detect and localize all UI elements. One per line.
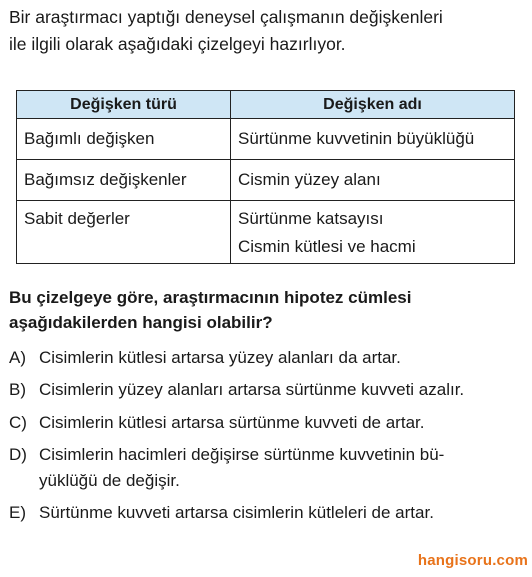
option-d[interactable] [9, 442, 521, 494]
brand-name: hangisoru [417, 552, 493, 569]
header-variable-type: Değişken türü [17, 91, 231, 119]
option-c[interactable] [9, 410, 521, 436]
option-text-line-1: Cisimlerin hacimleri değişirse sürtünme kuvvetinin bü- [39, 445, 445, 464]
cell-name [231, 201, 515, 264]
cell-name: Cismin yüzey alanı [231, 160, 515, 201]
brand-watermark [418, 552, 528, 569]
variable-table [16, 90, 515, 264]
option-letter: C) [9, 413, 27, 432]
question-line-1: Bu çizelgeye göre, araştırmacının hipotez cümlesi [9, 288, 412, 307]
option-text: Cisimlerin yüzey alanları artarsa sürtünme kuvveti azalır. [39, 380, 465, 399]
option-text-line-2: yüklüğü de değişir. [39, 471, 180, 490]
cell-name-line: Cismin kütlesi ve hacmi [238, 237, 416, 256]
table-row [17, 160, 515, 201]
table-row [17, 119, 515, 160]
option-text: Sürtünme kuvveti artarsa cisimlerin kütleleri de artar. [39, 503, 434, 522]
option-text: Cisimlerin kütlesi artarsa yüzey alanları da artar. [39, 348, 401, 367]
cell-name-line: Sürtünme katsayısı [238, 209, 384, 228]
header-variable-name: Değişken adı [231, 91, 515, 119]
table-header-row [17, 91, 515, 119]
cell-type: Bağımsız değişkenler [17, 160, 231, 201]
option-letter: D) [9, 445, 27, 464]
option-b[interactable] [9, 377, 521, 403]
intro-text [9, 4, 521, 58]
option-letter: E) [9, 503, 26, 522]
cell-type: Bağımlı değişken [17, 119, 231, 160]
option-text: Cisimlerin kütlesi artarsa sürtünme kuvveti de artar. [39, 413, 425, 432]
brand-domain: .com [492, 552, 528, 569]
intro-line-1: Bir araştırmacı yaptığı deneysel çalışmanın değişkenleri [9, 7, 443, 27]
option-e[interactable] [9, 500, 521, 526]
option-letter: A) [9, 348, 26, 367]
option-letter: B) [9, 380, 26, 399]
intro-line-2: ile ilgili olarak aşağıdaki çizelgeyi hazırlıyor. [9, 34, 346, 54]
cell-name: Sürtünme kuvvetinin büyüklüğü [231, 119, 515, 160]
option-a[interactable] [9, 345, 521, 371]
table-row [17, 201, 515, 264]
question-line-2: aşağıdakilerden hangisi olabilir? [9, 313, 273, 332]
cell-type: Sabit değerler [17, 201, 231, 264]
question-text [9, 285, 515, 335]
